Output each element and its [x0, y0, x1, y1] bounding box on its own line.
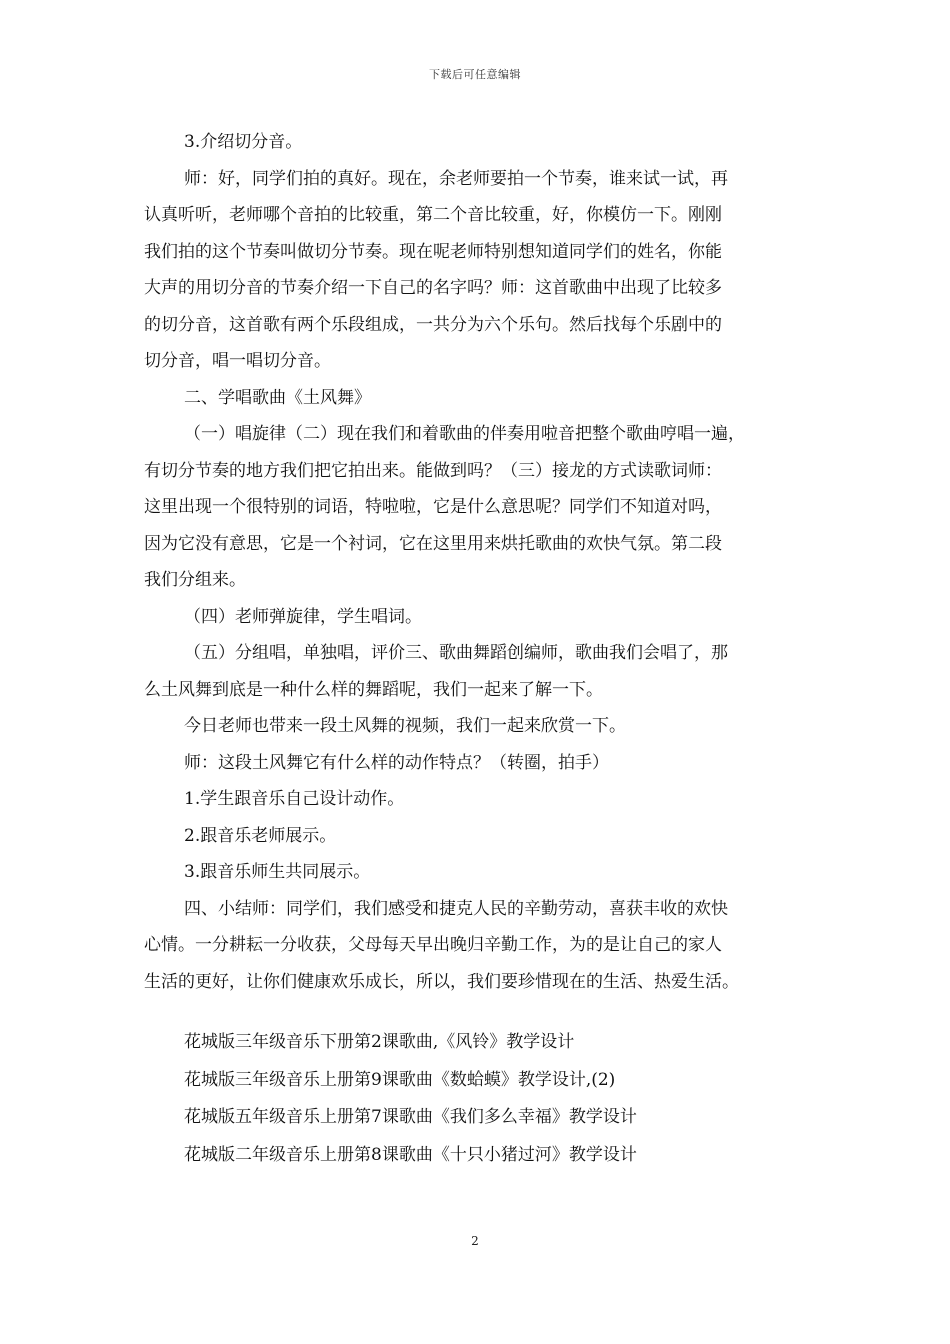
related-link[interactable]: 花城版五年级音乐上册第7课歌曲《我们多么幸福》教学设计 [184, 1107, 637, 1127]
body-line: 师：好，同学们拍的真好。现在，余老师要拍一个节奏，谁来试一试，再 [184, 168, 728, 189]
related-link[interactable]: 花城版三年级音乐上册第9课歌曲《数蛤蟆》教学设计,(2) [184, 1069, 616, 1090]
body-line: 师：这段土风舞它有什么样的动作特点？（转圈，拍手） [184, 752, 609, 773]
body-line: 大声的用切分音的节奏介绍一下自己的名字吗？师：这首歌曲中出现了比较多 [144, 278, 722, 298]
body-line: 心情。一分耕耘一分收获，父母每天早出晚归辛勤工作，为的是让自己的家人 [144, 935, 722, 955]
body-line: （四）老师弹旋律，学生唱词。 [184, 606, 422, 627]
body-line: 3.介绍切分音。 [184, 132, 303, 152]
body-line: （一）唱旋律（二）现在我们和着歌曲的伴奏用啦音把整个歌曲哼唱一遍， [184, 424, 745, 444]
related-link[interactable]: 花城版三年级音乐下册第2课歌曲,《风铃》教学设计 [184, 1032, 575, 1052]
body-line: 3.跟音乐师生共同展示。 [184, 862, 371, 882]
body-line: 有切分节奏的地方我们把它拍出来。能做到吗？（三）接龙的方式读歌词师： [144, 460, 722, 481]
related-link[interactable]: 花城版二年级音乐上册第8课歌曲《十只小猪过河》教学设计 [184, 1144, 637, 1165]
page-header: 下载后可任意编辑 [429, 68, 521, 81]
body-line: 这里出现一个很特别的词语，特啦啦，它是什么意思呢？同学们不知道对吗， [144, 497, 722, 517]
body-line: 么土风舞到底是一种什么样的舞蹈呢，我们一起来了解一下。 [144, 679, 603, 700]
body-line: 1.学生跟音乐自己设计动作。 [184, 789, 405, 809]
body-line: 二、学唱歌曲《土风舞》 [184, 387, 371, 408]
body-line: 四、小结师：同学们，我们感受和捷克人民的辛勤劳动，喜获丰收的欢快 [184, 898, 728, 919]
related-links-list [144, 1024, 816, 1174]
body-line: 今日老师也带来一段土风舞的视频，我们一起来欣赏一下。 [184, 716, 626, 736]
body-line: 认真听听，老师哪个音拍的比较重，第二个音比较重，好，你模仿一下。刚刚 [144, 205, 722, 225]
body-line: 我们分组来。 [144, 570, 246, 590]
page-number: 2 [471, 1234, 479, 1248]
body-line: 切分音，唱一唱切分音。 [144, 351, 331, 371]
body-line: （五）分组唱，单独唱，评价三、歌曲舞蹈创编师，歌曲我们会唱了，那 [184, 643, 728, 663]
section-spacer [144, 1000, 816, 1024]
body-line: 我们拍的这个节奏叫做切分节奏。现在呢老师特别想知道同学们的姓名，你能 [144, 241, 722, 262]
body-line: 生活的更好，让你们健康欢乐成长，所以，我们要珍惜现在的生活、热爱生活。 [144, 971, 739, 992]
body-line: 因为它没有意思，它是一个衬词，它在这里用来烘托歌曲的欢快气氛。第二段 [144, 533, 722, 554]
body-text [144, 124, 816, 1000]
body-line: 的切分音，这首歌有两个乐段组成，一共分为六个乐句。然后找每个乐剧中的 [144, 314, 722, 335]
document-body [144, 124, 816, 1174]
body-line: 2.跟音乐老师展示。 [184, 825, 337, 846]
